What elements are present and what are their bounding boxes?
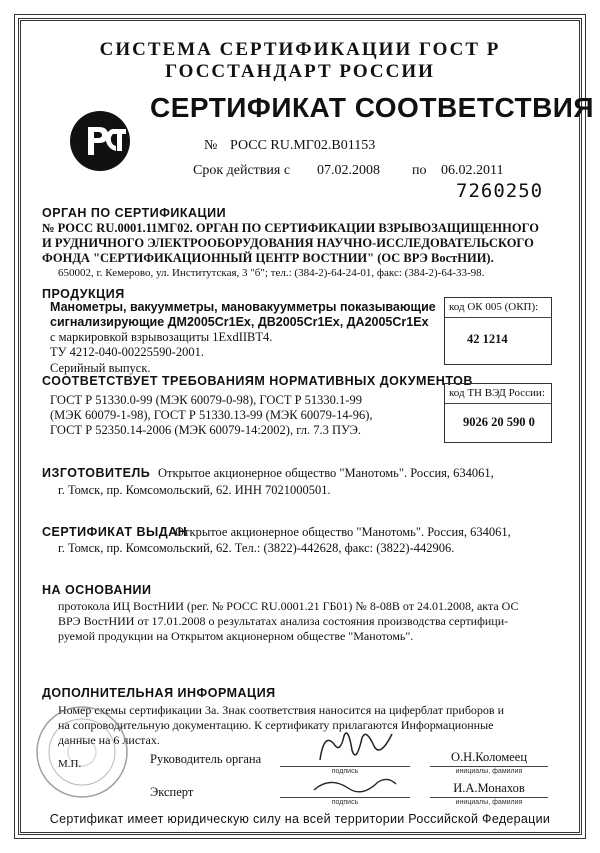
expert-name-line <box>430 797 548 798</box>
expert-sign-caption: подпись <box>331 799 359 806</box>
product-line1: Манометры, вакуумметры, мановакуумметры показывающие <box>50 300 436 314</box>
document-title: СЕРТИФИКАТ СООТВЕТСТВИЯ <box>150 92 595 123</box>
basis-heading: НА ОСНОВАНИИ <box>42 583 152 597</box>
expert-name: И.А.Монахов <box>453 781 525 795</box>
expert-name-caption: инициалы, фамилия <box>455 799 523 806</box>
additional-line1: Номер схемы сертификации 3а. Знак соответствия наносится на циферблат приборов и <box>58 703 505 717</box>
okp-value: 42 1214 <box>467 332 508 346</box>
compliance-heading: СООТВЕТСТВУЕТ ТРЕБОВАНИЯМ НОРМАТИВНЫХ ДОКУМЕНТОВ <box>42 374 473 388</box>
footer-text: Сертификат имеет юридическую силу на всей территории Российской Федерации <box>49 812 551 826</box>
additional-line2: на сопроводительную документацию. К сертификату прилагаются Информационные <box>58 718 494 732</box>
additional-line3: данные на 6 листах. <box>58 733 160 747</box>
manufacturer-heading: ИЗГОТОВИТЕЛЬ <box>42 466 151 480</box>
organ-heading: ОРГАН ПО СЕРТИФИКАЦИИ <box>42 206 227 220</box>
compliance-line1: ГОСТ Р 51330.0-99 (МЭК 60079-0-98), ГОСТ Р 51330.1-99 <box>50 393 362 407</box>
to-label: по <box>412 163 427 178</box>
head-name: О.Н.Коломеец <box>450 750 528 764</box>
tnved-box <box>444 383 552 443</box>
organ-line3: ФОНДА "СЕРТИФИКАЦИОННЫЙ ЦЕНТР ВОСТНИИ" (ОС ВРЭ ВостНИИ). <box>42 251 494 265</box>
head-signature <box>300 724 410 770</box>
head-label: Руководитель органа <box>150 752 262 766</box>
serial-number: 7260250 <box>456 180 544 202</box>
expert-sign-line <box>280 797 410 798</box>
issued-heading: СЕРТИФИКАТ ВЫДАН <box>42 525 188 539</box>
organ-address: 650002, г. Кемерово, ул. Институтская, 3 "б"; тел.: (384-2)-64-24-01, факс: (384-2)-64-33-98. <box>58 267 485 279</box>
issued-line1: Открытое акционерное общество "Манотомь". Россия, 634061, <box>175 525 511 539</box>
compliance-line2: (МЭК 60079-1-98), ГОСТ Р 51330.13-99 (МЭК 60079-14-96), <box>50 408 373 422</box>
issued-line2: г. Томск, пр. Комсомольский, 62. Тел.: (3822)-442628, факс: (3822)-442906. <box>58 541 455 555</box>
head-sign-line <box>280 766 410 767</box>
organ-line2: И РУДНИЧНОГО ЭЛЕКТРООБОРУДОВАНИЯ НАУЧНО-ИССЛЕДОВАТЕЛЬСКОГО <box>42 236 534 250</box>
head-sign-caption: подпись <box>331 768 359 775</box>
additional-heading: ДОПОЛНИТЕЛЬНАЯ ИНФОРМАЦИЯ <box>42 686 276 700</box>
head-name-caption: инициалы, фамилия <box>455 768 523 775</box>
valid-from: 07.02.2008 <box>317 163 380 178</box>
cert-number-label: № <box>204 138 218 153</box>
gost-r-logo-icon <box>68 109 132 173</box>
manufacturer-line2: г. Томск, пр. Комсомольский, 62. ИНН 7021000501. <box>58 483 331 497</box>
okp-label: код ОК 005 (ОКП): <box>449 301 539 313</box>
system-title: СИСТЕМА СЕРТИФИКАЦИИ ГОСТ Р <box>99 39 501 60</box>
head-name-line <box>430 766 548 767</box>
manufacturer-line1: Открытое акционерное общество "Манотомь". Россия, 634061, <box>158 466 494 480</box>
basis-line1: протокола ИЦ ВостНИИ (рег. № РОСС RU.0001.21 ГБ01) № 8-08В от 24.01.2008, акта ОС <box>58 599 519 613</box>
validity-label: Срок действия с <box>193 163 291 178</box>
basis-line2: ВРЭ ВостНИИ от 17.01.2008 о результатах анализа состояния производства сертифици- <box>58 614 509 628</box>
cert-number: РОСС RU.МГ02.В01153 <box>230 138 376 153</box>
organ-line1: № РОСС RU.0001.11МГ02. ОРГАН ПО СЕРТИФИКАЦИИ ВЗРЫВОЗАЩИЩЕННОГО <box>42 221 539 235</box>
seal-stamp <box>34 704 130 800</box>
okp-box <box>444 297 552 365</box>
tnved-value: 9026 20 590 0 <box>463 415 535 429</box>
product-heading: ПРОДУКЦИЯ <box>42 287 125 301</box>
compliance-line3: ГОСТ Р 52350.14-2006 (МЭК 60079-14:2002), гл. 7.3 ПУЭ. <box>50 423 362 437</box>
valid-to: 06.02.2011 <box>441 163 504 178</box>
product-line3: с маркировкой взрывозащиты 1ExdIIBT4. <box>50 330 273 344</box>
product-line2: сигнализирующие ДМ2005Сr1Ех, ДВ2005Сr1Ех, ДА2005Сr1Ех <box>50 315 429 329</box>
agency-title: ГОССТАНДАРТ РОССИИ <box>165 61 435 82</box>
expert-label: Эксперт <box>150 785 194 799</box>
tnved-label: код ТН ВЭД России: <box>449 387 545 399</box>
expert-signature <box>300 772 410 800</box>
basis-line3: руемой продукции на Открытом акционерном обществе "Манотомь". <box>58 629 414 643</box>
product-line5: Серийный выпуск. <box>50 361 151 375</box>
product-line4: ТУ 4212-040-00225590-2001. <box>50 345 204 359</box>
stamp-label: М.П. <box>58 758 82 770</box>
